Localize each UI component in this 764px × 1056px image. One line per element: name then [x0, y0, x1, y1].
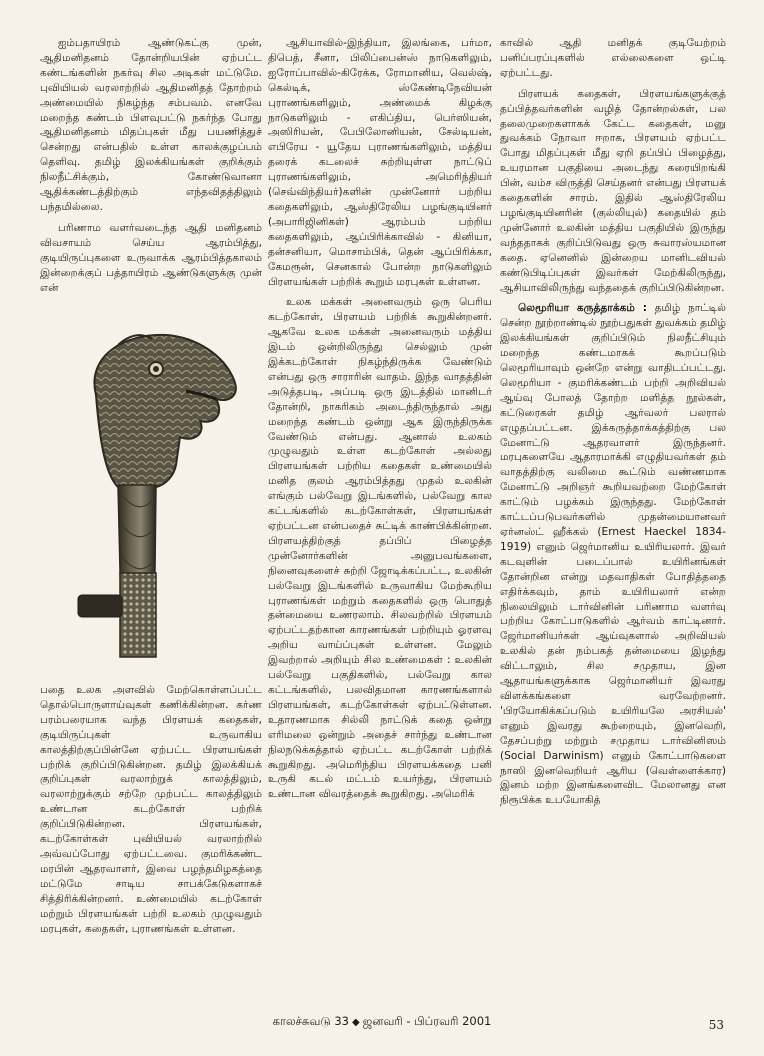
- paragraph-with-heading: [500, 301, 726, 808]
- issue-date: ஜனவரி - பிப்ரவரி 2001: [362, 1014, 492, 1028]
- page-footer: [0, 1012, 764, 1032]
- column-3-text: [500, 36, 726, 991]
- section-heading: லெமூரியா கருத்தாக்கம் :: [518, 302, 648, 315]
- paragraph: ஐம்பதாயிரம் ஆண்டுகட்கு முன், ஆதிமனிதனம் தோன்றியபின் ஏற்பட்ட கண்டங்களின் நகர்வு சில அடிகள் மட்டுமே. புவியியல் வரலாற்றில் ஆதிமனிதத் தோற்றம் அண்மையில் நிகழ்ந்த சம்பவம். எனவே மறைந்த கண்டம் பிளவுபட்டு நகர்ந்த போது ஆதிமனிதனம் மிதப்புகள் மீது பயணித்துச் சென்றது என்பதில் உள்ள காலக்குழப்பம் தெளிவு. தமிழ் இலக்கியங்கள் குறிக்கும் நிலநீட்சிக்கும், கோண்டுவானா ஆதிக்கண்டத்திற்கும் எந்தவிதத்திலும் பந்தமில்லை.: [40, 37, 262, 213]
- column-1-bottom-text: [40, 683, 262, 993]
- paragraph: உலக மக்கள் அனைவரும் ஒரு பெரிய கடற்கோள், பிரளயம் பற்றிக் கூறுகின்றனர். ஆகவே உலக மக்கள் அனைவரும் மத்திய இடம் ஒன்றிலிருந்து செல்லும் முன் இக்கடற்கோள் நிகழ்ந்திருக்க வேண்டும் என்பது ஒரு சாராரின் வாதம். இந்த வாதத்தின் அடுத்தபடி, அப்படி ஒரு இடத்தில் மானிடர் தோன்றி, நாகரிகம் அடைந்திருந்தால் அது மறைந்த கண்டம் ஒன்று ஆக இருந்திருக்க வேண்டும் என்பது. ஆனால் உலகம் முழுவதும் உள்ள கடற்கோள் அல்லது பிரளயங்கள் பற்றிய கதைகள் உண்மையில் மனித குலம் ஆரம்பித்தது முதல் உலகின் எங்கும் பல்வேறு இடங்களில், பல்வேறு கால கட்டங்களில் கடற்கோள்கள், பிரளயங்கள் ஏற்பட்டன என்பதைச் சுட்டிக் காண்பிக்கின்றன. பிரளயத்திற்குத் தப்பிப் பிழைத்த முன்னோர்களின் அனுபவங்களை, நினைவுகளைச் சுற்றி ஜோடிக்கப்பட்ட, உலகின் பல்வேறு இடங்களில் உருவாகிய மேற்கூறிய புராணங்கள் மற்றும் கதைகளில் ஒரு பொதுத் தன்மையை உணரலாம். சிலவற்றில் பிரளயம் ஏற்பட்டதற்கான காரணங்கள் பற்றியும் ஓரளவு அறிய வாய்ப்புகள் உள்ளன. மேலும் இவற்றால் அறியும் சில உண்மைகள் : உலகின் பல்வேறு பகுதிகளில், பல்வேறு கால கட்டங்களில், பலவிதமான காரணங்களால் பிரளயங்கள், கடற்கோள்கள் ஏற்பட்டுள்ளன. உதாரணமாக சில்லி நாட்டுக் கதை ஒன்று எரிமலை ஒன்றும் அதைச் சார்ந்து உண்டான நிலநடுக்கத்தால் ஏற்பட்ட கடற்கோள் பற்றிக் கூறுகிறது. அமெரிந்திய பிரளயக்கதை பனி உருகி கடல் மட்டம் உயர்ந்து, பிரளயம் உண்டான விவரத்தைக் கூறுகிறது. அமெரிக்: [268, 296, 492, 801]
- magazine-issue: காலச்சுவடு 33: [272, 1014, 349, 1028]
- footer-issue-line: [0, 1014, 764, 1030]
- diamond-icon: ◆: [351, 1017, 360, 1028]
- column-2-text: [268, 36, 492, 991]
- paragraph: பதை உலக அளவில் மேற்கொள்ளப்பட்ட தொல்பொருளாய்வுகள் கணிக்கின்றன. கர்ண பரம்பரையாக வந்த பிரளயக் கதைகள், குடியிருப்புகள் உருவாகிய காலத்திற்குப்பின்னே ஏற்பட்ட பிரளயங்கள் பற்றிக் குறிப்பிடுகின்றன. தமிழ் இலக்கியக் குறிப்புகள் வரலாற்றுக் காலத்திலும், வரலாற்றுக்கும் சற்றே முற்பட்ட காலத்திலும் உண்டான கடற்கோள் பற்றிக் குறிப்பிடுகின்றன. பிரளயங்கள், கடற்கோள்கள் புவியியல் வரலாற்றில் அவ்வப்போது ஏற்பட்டவை. குமரிக்கண்ட மரபின் ஆதரவாளர், இவை பழந்தமிழகத்தை மட்டுமே சாடிய சாபக்கேடுகளாகச் சித்திரிக்கின்றனர். உண்மையில் கடற்கோள் மற்றும் பிரளயங்கள் பற்றி உலகம் முழுவதும் மரபுகள், கதைகள், புராணங்கள் உள்ளன.: [40, 684, 262, 935]
- paragraph: ஆசியாவில்-இந்தியா, இலங்கை, பர்மா, திபெத், சீனா, பிலிப்பைன்ஸ் நாடுகளிலும், ஐரோப்பாவில்-கிரேக்க, ரோமானிய, வெல்ஷ், கெல்டிக், ஸ்கேண்டிநேவியன் புராணங்களிலும், அண்மைக் கிழக்கு நாடுகளிலும் - எகிப்திய, பெர்ஸியன், அஸிரியன், பேபிலோனியன், சேல்டியன், எபிரேய - யூதேய புராணங்களிலும், மத்திய தரைக் கடலைச் சுற்றியுள்ள நாட்டுப் புராணங்களிலும், அமெரிந்தியர் (செவ்விந்தியர்)களின் முன்னோர் பற்றிய கதைகளிலும், ஆஸ்திரேலிய பழங்குடியினர் (அபாரிஜினிகள்) ஆரம்பம் பற்றிய கதைகளிலும், ஆப்பிரிக்காவில் - கினியா, தன்சனியா, மொசாம்பிக், தென் ஆப்பிரிக்கா, கேமரூன், செனகால் போன்ற நாடுகளிலும் பிரளயங்கள் பற்றிக் கூறும் மரபுகள் உள்ளன.: [268, 37, 492, 288]
- paragraph: காவில் ஆதி மனிதக் குடியேற்றம் பனிப்பரப்புகளில் எல்லைகளை ஒட்டி ஏற்பட்டது.: [500, 37, 726, 79]
- paragraph: பிரளயக் கதைகள், பிரளயங்களுக்குத் தப்பித்தவர்களின் வழித் தோன்றல்கள், பல தலைமுறைகளாகக் கேட்ட கதைகள், மனு துவக்கம் நோவா ஈறாக, பிரளயம் ஏற்பட்ட போது மிதப்புகள் மீது ஏறி தப்பிப் பிழைத்து, உயரமான பகுதியை அடைந்து கரையிறங்கி பின், வம்ச விருத்தி செய்தனர் என்பது பிரளயக் கதைகளின் சாரம். இதில் ஆஸ்திரேலிய பழங்குடியினரின் (குல்லியுல்) கதையில் தம் முன்னோர் உலகின் மத்திய பகுதியில் இருந்து வந்ததாகக் குறிப்பிடுவது ஒரு சுவாரஸ்யமான கதை. ஏனெனில் இன்றைய மானிடவியல் கண்டுபிடிப்புகள் இவர்கள் மேற்கிலிருந்து, ஆசியாவிலிருந்து வந்ததைக் குறிப்பிடுகின்றன.: [500, 87, 726, 294]
- column-1-top-text: [40, 36, 262, 320]
- dragon-staff-image: [56, 325, 261, 675]
- paragraph-text: தமிழ் நாட்டில் சென்ற நூற்றாண்டில் நூற்பதுகள் துவக்கம் தமிழ் இலக்கியங்கள் குறிப்பிடும் நிலநீட்சியும் மறைந்த கண்டமாகக் கூறப்படும் லெமூரியாவும் ஒன்றே என்று வாதிடப்பட்டது. லெமூரியா - குமரிக்கண்டம் பற்றி அறிவியல் ஆய்வு போலத் தோற்ற மளித்த நூல்கள், கட்டுரைகள் தமிழ் ஆர்வலர் பலரால் எழுதப்பட்டன. இக்கருத்தாக்கத்திற்கு பல மேனாட்டு ஆதரவாளர் இருந்தனர். மரபுகளையே ஆதாரமாக்கி எழுதியவர்கள் தம் வாதத்திற்கு வலிமை கூட்டும் வண்ணமாக மேனாட்டு அறிஞர் கூறியவற்றை மேற்கோள் காட்டும் பழக்கம் இருந்தது. மேற்கோள் காட்டப்படுபவர்களில் முதன்மையானவர் ஏர்னஸ்ட் ஹீக்கல் (Ernest Haeckel 1834-1919) எனும் ஜெர்மானிய உயிரியலார். இவர் கடவுளின் படைப்பால் உயிரினங்கள் தோன்றின என்று மதவாதிகள் போதித்ததை எதிர்க்கவும், தாம் உயிரியலார் என்ற நிலையிலும் டார்வினின் பரிணாம வளர்வு பற்றிய கோட்பாடுகளில் ஆர்வம் காட்டினார். ஜேர்மானியர்கள் ஆய்வுகளால் அறிவியல் உலகில் தன் நம்பகத் தன்மையை இழந்து விட்டாலும், சில சமுதாய, இன ஆதாயங்களுக்காக ஜெர்மானியர் இவரது விளக்கங்களை வரவேற்றனர். 'பிரயோகிக்கப்படும் உயிரியலே அரசியல்' எனும் இவரது கூற்றையும், இனவெறி, தேசப்பற்று மற்றும் சமுதாய டார்வினிஸம் (Social Darwinism) எனும் கோட்பாடுகளை நாஸி இனவெறியர் ஆரிய (வெள்ளைக்கார) இனம் மற்ற இனங்களைவிட மேலானது என நிரூபிக்க உபயோகித்: [500, 302, 726, 807]
- paragraph: பரிணாம வளர்வடைந்த ஆதி மனிதனம் விவசாயம் செய்ய ஆரம்பித்து, குடியிருப்புகளை உருவாக்க ஆரம்பித்தகாலம் இன்றைக்குப் பத்தாயிரம் ஆண்டுகளுக்கு முன் என்: [40, 221, 262, 294]
- page-number: 53: [708, 1018, 724, 1032]
- artifact-photo: [56, 325, 261, 675]
